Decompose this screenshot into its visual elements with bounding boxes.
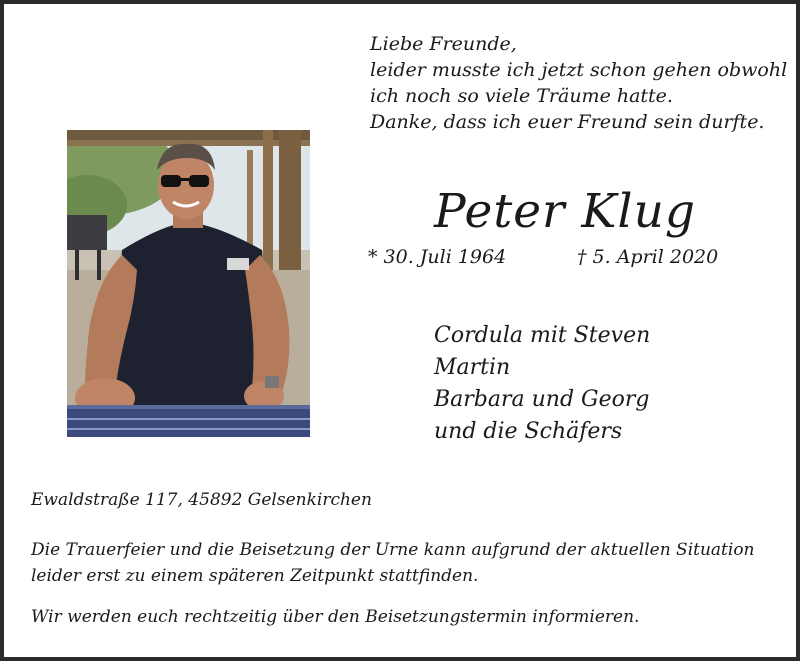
family-address: Ewaldstraße 117, 45892 Gelsenkirchen [31,490,372,510]
mourner-line: Martin [434,355,511,380]
farewell-line: Liebe Freunde, [370,33,517,55]
farewell-message [370,31,787,135]
notice-line: Die Trauerfeier und die Beisetzung der Urne kann aufgrund der aktuellen Situation [31,540,755,560]
mourner-line: Barbara und Georg [434,387,650,412]
death-date: † 5. April 2020 [577,246,719,268]
mourners-list [434,320,650,448]
burial-info-note: Wir werden euch rechtzeitig über den Beisetzungstermin informieren. [31,607,640,627]
farewell-line: leider musste ich jetzt schon gehen obwohl [370,59,788,81]
notice-line: leider erst zu einem späteren Zeitpunkt stattfinden. [31,566,479,586]
farewell-line: Danke, dass ich euer Freund sein durfte. [370,111,765,133]
farewell-line: ich noch so viele Träume hatte. [370,85,673,107]
deceased-name: Peter Klug [434,184,696,239]
mourner-line: und die Schäfers [434,419,623,444]
funeral-notice [31,537,755,589]
mourner-line: Cordula mit Steven [434,323,651,348]
birth-date: * 30. Juli 1964 [368,246,507,268]
portrait-photo [67,130,310,437]
